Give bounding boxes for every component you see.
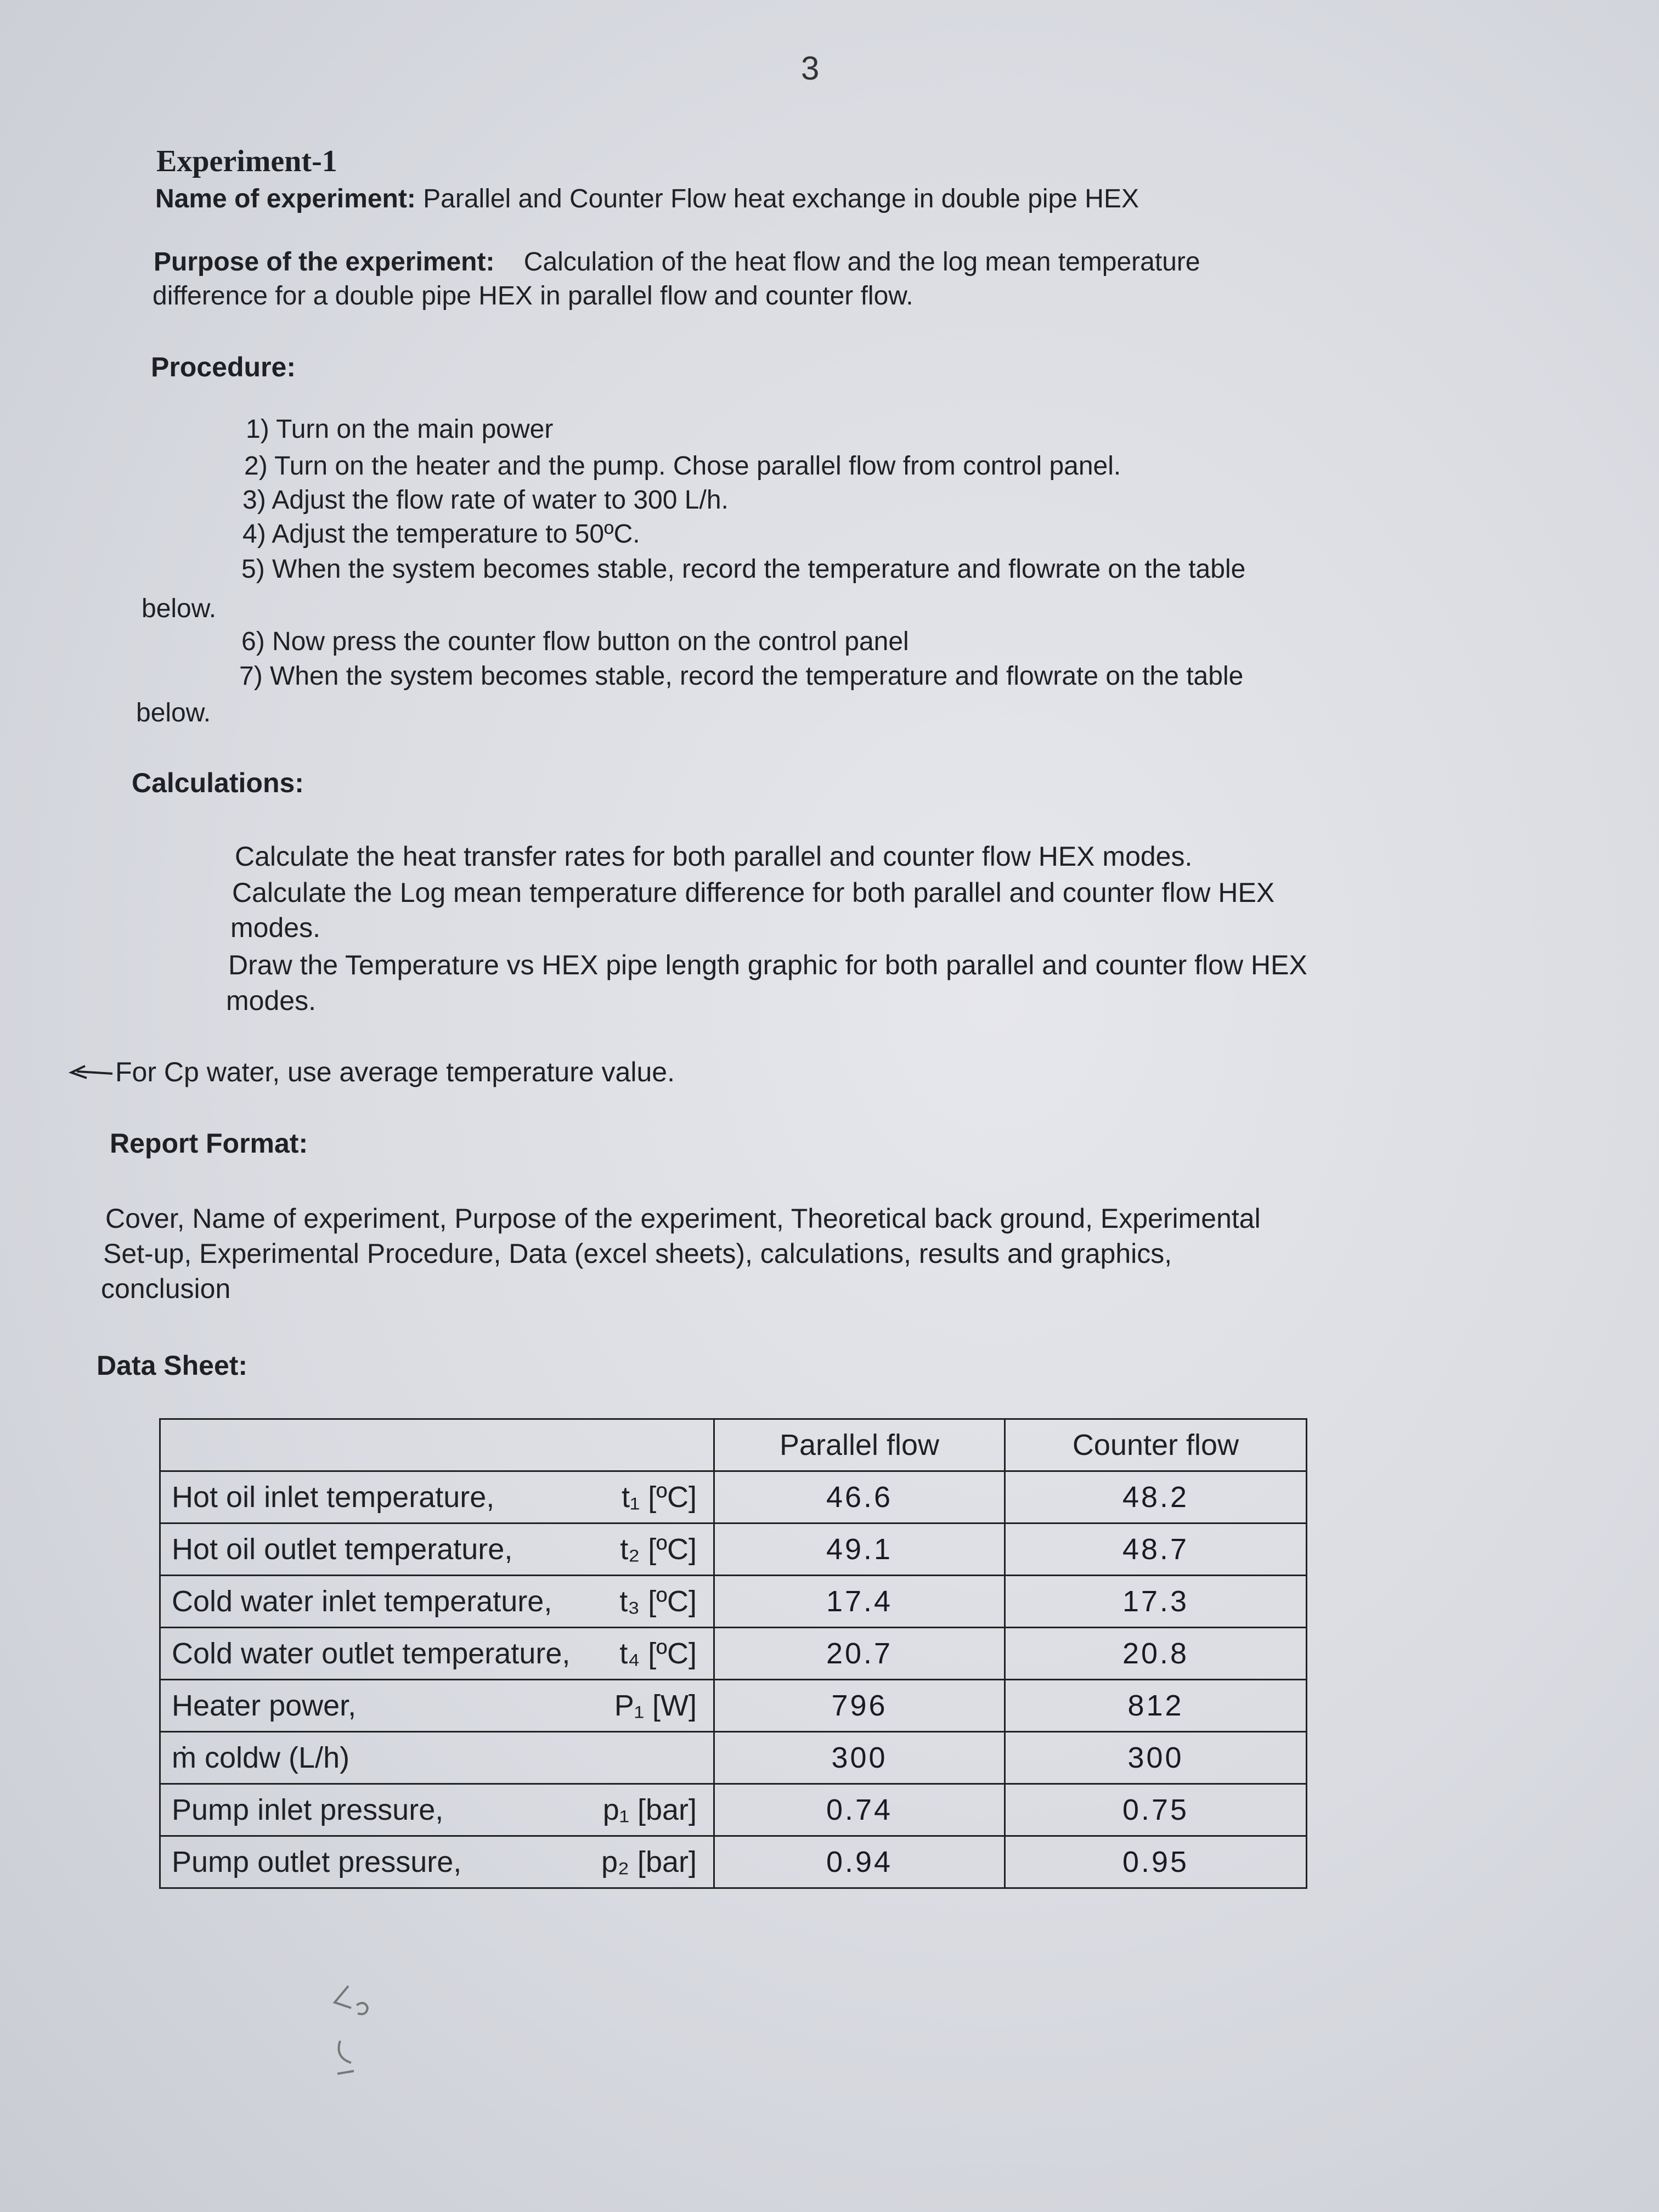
purpose-line-1 — [154, 247, 1200, 277]
procedure-step-5: 5) When the system becomes stable, record the temperature and flowrate on the table — [241, 555, 1246, 584]
column-header-counter-flow: Counter flow — [1005, 1419, 1307, 1471]
table-row — [160, 1576, 1307, 1628]
table-header-row — [160, 1419, 1307, 1471]
parameter-label: ṁ coldw (L/h) — [172, 1741, 350, 1774]
procedure-step-7-continuation: below. — [136, 698, 211, 727]
parallel-flow-value: 20.7 — [714, 1628, 1005, 1680]
calculations-heading: Calculations: — [132, 768, 304, 798]
table-row — [160, 1523, 1307, 1576]
parallel-flow-value: 46.6 — [714, 1471, 1005, 1523]
procedure-step-2: 2) Turn on the heater and the pump. Chose parallel flow from control panel. — [244, 452, 1121, 481]
counter-flow-value: 0.95 — [1005, 1836, 1307, 1888]
parameter-symbol: t₂ [ºC] — [620, 1533, 697, 1566]
parameter-label: Hot oil outlet temperature, — [172, 1533, 513, 1566]
counter-flow-value: 17.3 — [1005, 1576, 1307, 1628]
parameter-symbol: p₂ [bar] — [601, 1846, 697, 1878]
report-format-heading: Report Format: — [110, 1128, 308, 1159]
experiment-name-label: Name of experiment: — [155, 184, 416, 213]
table-row — [160, 1628, 1307, 1680]
parameter-cell — [160, 1680, 714, 1732]
table-row — [160, 1732, 1307, 1784]
calculation-item-2: Calculate the Log mean temperature difference for both parallel and counter flow HEX — [232, 877, 1275, 908]
table-row — [160, 1680, 1307, 1732]
purpose-line-2: difference for a double pipe HEX in parallel flow and counter flow. — [153, 281, 913, 311]
counter-flow-value: 0.75 — [1005, 1784, 1307, 1836]
procedure-step-4: 4) Adjust the temperature to 50ºC. — [242, 520, 640, 549]
parameter-cell — [160, 1628, 714, 1680]
experiment-title: Experiment-1 — [156, 144, 337, 178]
procedure-step-7: 7) When the system becomes stable, record the temperature and flowrate on the table — [239, 662, 1244, 691]
cp-note: For Cp water, use average temperature value. — [115, 1057, 675, 1087]
parameter-label: Cold water inlet temperature, — [172, 1585, 552, 1618]
table-corner-cell — [160, 1419, 714, 1471]
experiment-name-line — [155, 184, 1139, 214]
parallel-flow-value: 796 — [714, 1680, 1005, 1732]
parallel-flow-value: 0.94 — [714, 1836, 1005, 1888]
calculation-item-3: Draw the Temperature vs HEX pipe length graphic for both parallel and counter flow HEX — [228, 950, 1307, 980]
calculation-item-1: Calculate the heat transfer rates for both parallel and counter flow HEX modes. — [235, 841, 1193, 872]
parallel-flow-value: 17.4 — [714, 1576, 1005, 1628]
calculation-item-2-cont: modes. — [230, 912, 320, 943]
counter-flow-value: 48.2 — [1005, 1471, 1307, 1523]
parameter-cell — [160, 1576, 714, 1628]
parameter-cell — [160, 1471, 714, 1523]
table-row — [160, 1836, 1307, 1888]
parameter-label: Cold water outlet temperature, — [172, 1637, 571, 1670]
column-header-parallel-flow: Parallel flow — [714, 1419, 1005, 1471]
pen-doodle-icon — [324, 1975, 390, 2085]
parallel-flow-value: 300 — [714, 1732, 1005, 1784]
parameter-cell — [160, 1836, 714, 1888]
procedure-heading: Procedure: — [151, 352, 296, 382]
purpose-text-1: Calculation of the heat flow and the log mean temperature — [523, 247, 1200, 276]
procedure-step-5-continuation: below. — [142, 594, 217, 623]
table-row — [160, 1471, 1307, 1523]
parameter-symbol: p₁ [bar] — [602, 1793, 697, 1826]
parameter-label: Pump inlet pressure, — [172, 1793, 444, 1826]
parameter-cell — [160, 1523, 714, 1576]
counter-flow-value: 48.7 — [1005, 1523, 1307, 1576]
table-row — [160, 1784, 1307, 1836]
counter-flow-value: 300 — [1005, 1732, 1307, 1784]
calculation-item-3-cont: modes. — [226, 985, 316, 1016]
parameter-cell — [160, 1784, 714, 1836]
report-format-line-1: Cover, Name of experiment, Purpose of the experiment, Theoretical back ground, Experimental — [105, 1203, 1261, 1234]
counter-flow-value: 20.8 — [1005, 1628, 1307, 1680]
parallel-flow-value: 49.1 — [714, 1523, 1005, 1576]
report-format-line-2: Set-up, Experimental Procedure, Data (excel sheets), calculations, results and graphics, — [103, 1238, 1172, 1269]
data-sheet-heading: Data Sheet: — [97, 1350, 248, 1381]
page-number: 3 — [801, 50, 820, 87]
report-format-line-3: conclusion — [101, 1273, 231, 1304]
parameter-label: Hot oil inlet temperature, — [172, 1481, 495, 1514]
parameter-label: Heater power, — [172, 1689, 357, 1722]
parameter-symbol: P₁ [W] — [614, 1689, 697, 1722]
parameter-label: Pump outlet pressure, — [172, 1846, 462, 1878]
procedure-step-1: 1) Turn on the main power — [246, 415, 554, 444]
parameter-symbol: t₃ [ºC] — [619, 1585, 697, 1618]
parallel-flow-value: 0.74 — [714, 1784, 1005, 1836]
data-sheet-table — [159, 1418, 1307, 1889]
parameter-cell — [160, 1732, 714, 1784]
procedure-step-3: 3) Adjust the flow rate of water to 300 L/h. — [242, 486, 729, 515]
parameter-symbol: t₁ [ºC] — [622, 1481, 697, 1514]
parameter-symbol: t₄ [ºC] — [619, 1637, 697, 1670]
hand-drawn-arrow-icon — [66, 1062, 115, 1084]
procedure-step-6: 6) Now press the counter flow button on the control panel — [241, 627, 909, 656]
experiment-name-text: Parallel and Counter Flow heat exchange in double pipe HEX — [423, 184, 1139, 213]
counter-flow-value: 812 — [1005, 1680, 1307, 1732]
purpose-label: Purpose of the experiment: — [154, 247, 495, 276]
